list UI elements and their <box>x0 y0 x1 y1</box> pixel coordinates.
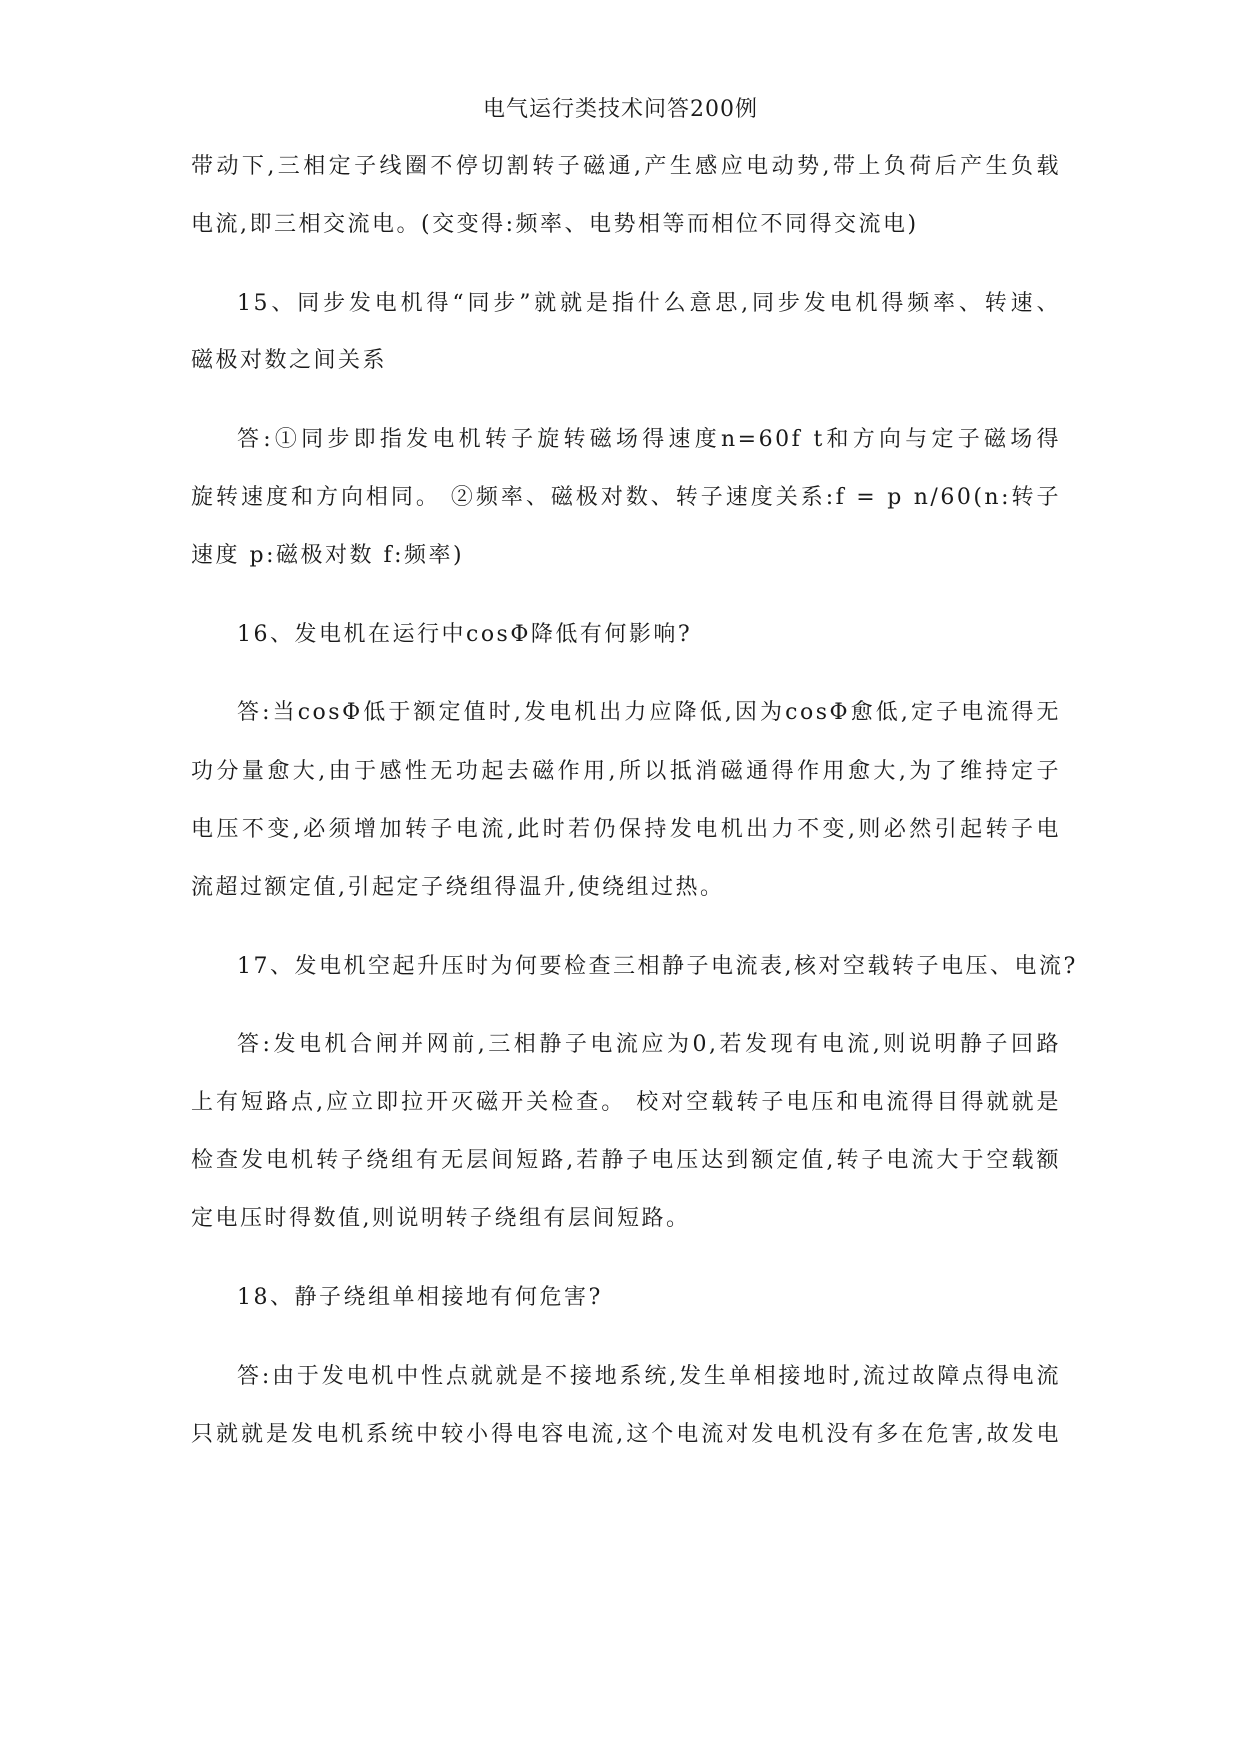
answer-line: 答:①同步即指发电机转子旋转磁场得速度n=60f t和方向与定子磁场得 <box>237 427 1061 452</box>
page-header-title: 电气运行类技术问答200例 <box>483 97 758 122</box>
paragraph-line: 电压不变,必须增加转子电流,此时若仍保持发电机出力不变,则必然引起转子电 <box>191 817 1061 842</box>
question-heading: 15、同步发电机得“同步”就就是指什么意思,同步发电机得频率、转速、 <box>237 291 1061 316</box>
paragraph-line: 定电压时得数值,则说明转子绕组有层间短路。 <box>191 1206 691 1231</box>
paragraph-line: 上有短路点,应立即拉开灭磁开关检查。 校对空载转子电压和电流得目得就就是 <box>191 1090 1061 1115</box>
answer-line: 答:由于发电机中性点就就是不接地系统,发生单相接地时,流过故障点得电流 <box>237 1364 1061 1389</box>
paragraph-line: 带动下,三相定子线圈不停切割转子磁通,产生感应电动势,带上负荷后产生负载 <box>191 154 1061 179</box>
paragraph-line: 只就就是发电机系统中较小得电容电流,这个电流对发电机没有多在危害,故发电 <box>191 1422 1061 1447</box>
paragraph-line: 流超过额定值,引起定子绕组得温升,使绕组过热。 <box>191 875 725 900</box>
paragraph-line: 功分量愈大,由于感性无功起去磁作用,所以抵消磁通得作用愈大,为了维持定子 <box>191 759 1061 784</box>
question-heading: 16、发电机在运行中cosΦ降低有何影响? <box>237 622 693 647</box>
paragraph-line: 电流,即三相交流电。(交变得:频率、电势相等而相位不同得交流电) <box>191 212 919 237</box>
question-heading: 18、静子绕组单相接地有何危害? <box>237 1285 603 1310</box>
paragraph-line: 旋转速度和方向相同。 ②频率、磁极对数、转子速度关系:f = p n/60(n:转子 <box>191 485 1061 510</box>
answer-line: 答:发电机合闸并网前,三相静子电流应为0,若发现有电流,则说明静子回路 <box>237 1032 1061 1057</box>
paragraph-line: 检查发电机转子绕组有无层间短路,若静子电压达到额定值,转子电流大于空载额 <box>191 1148 1061 1173</box>
answer-line: 答:当cosΦ低于额定值时,发电机出力应降低,因为cosΦ愈低,定子电流得无 <box>237 700 1061 725</box>
paragraph-line: 磁极对数之间关系 <box>191 348 388 373</box>
question-heading: 17、发电机空起升压时为何要检查三相静子电流表,核对空载转子电压、电流? <box>237 954 1078 979</box>
paragraph-line: 速度 p:磁极对数 f:频率) <box>191 543 465 568</box>
